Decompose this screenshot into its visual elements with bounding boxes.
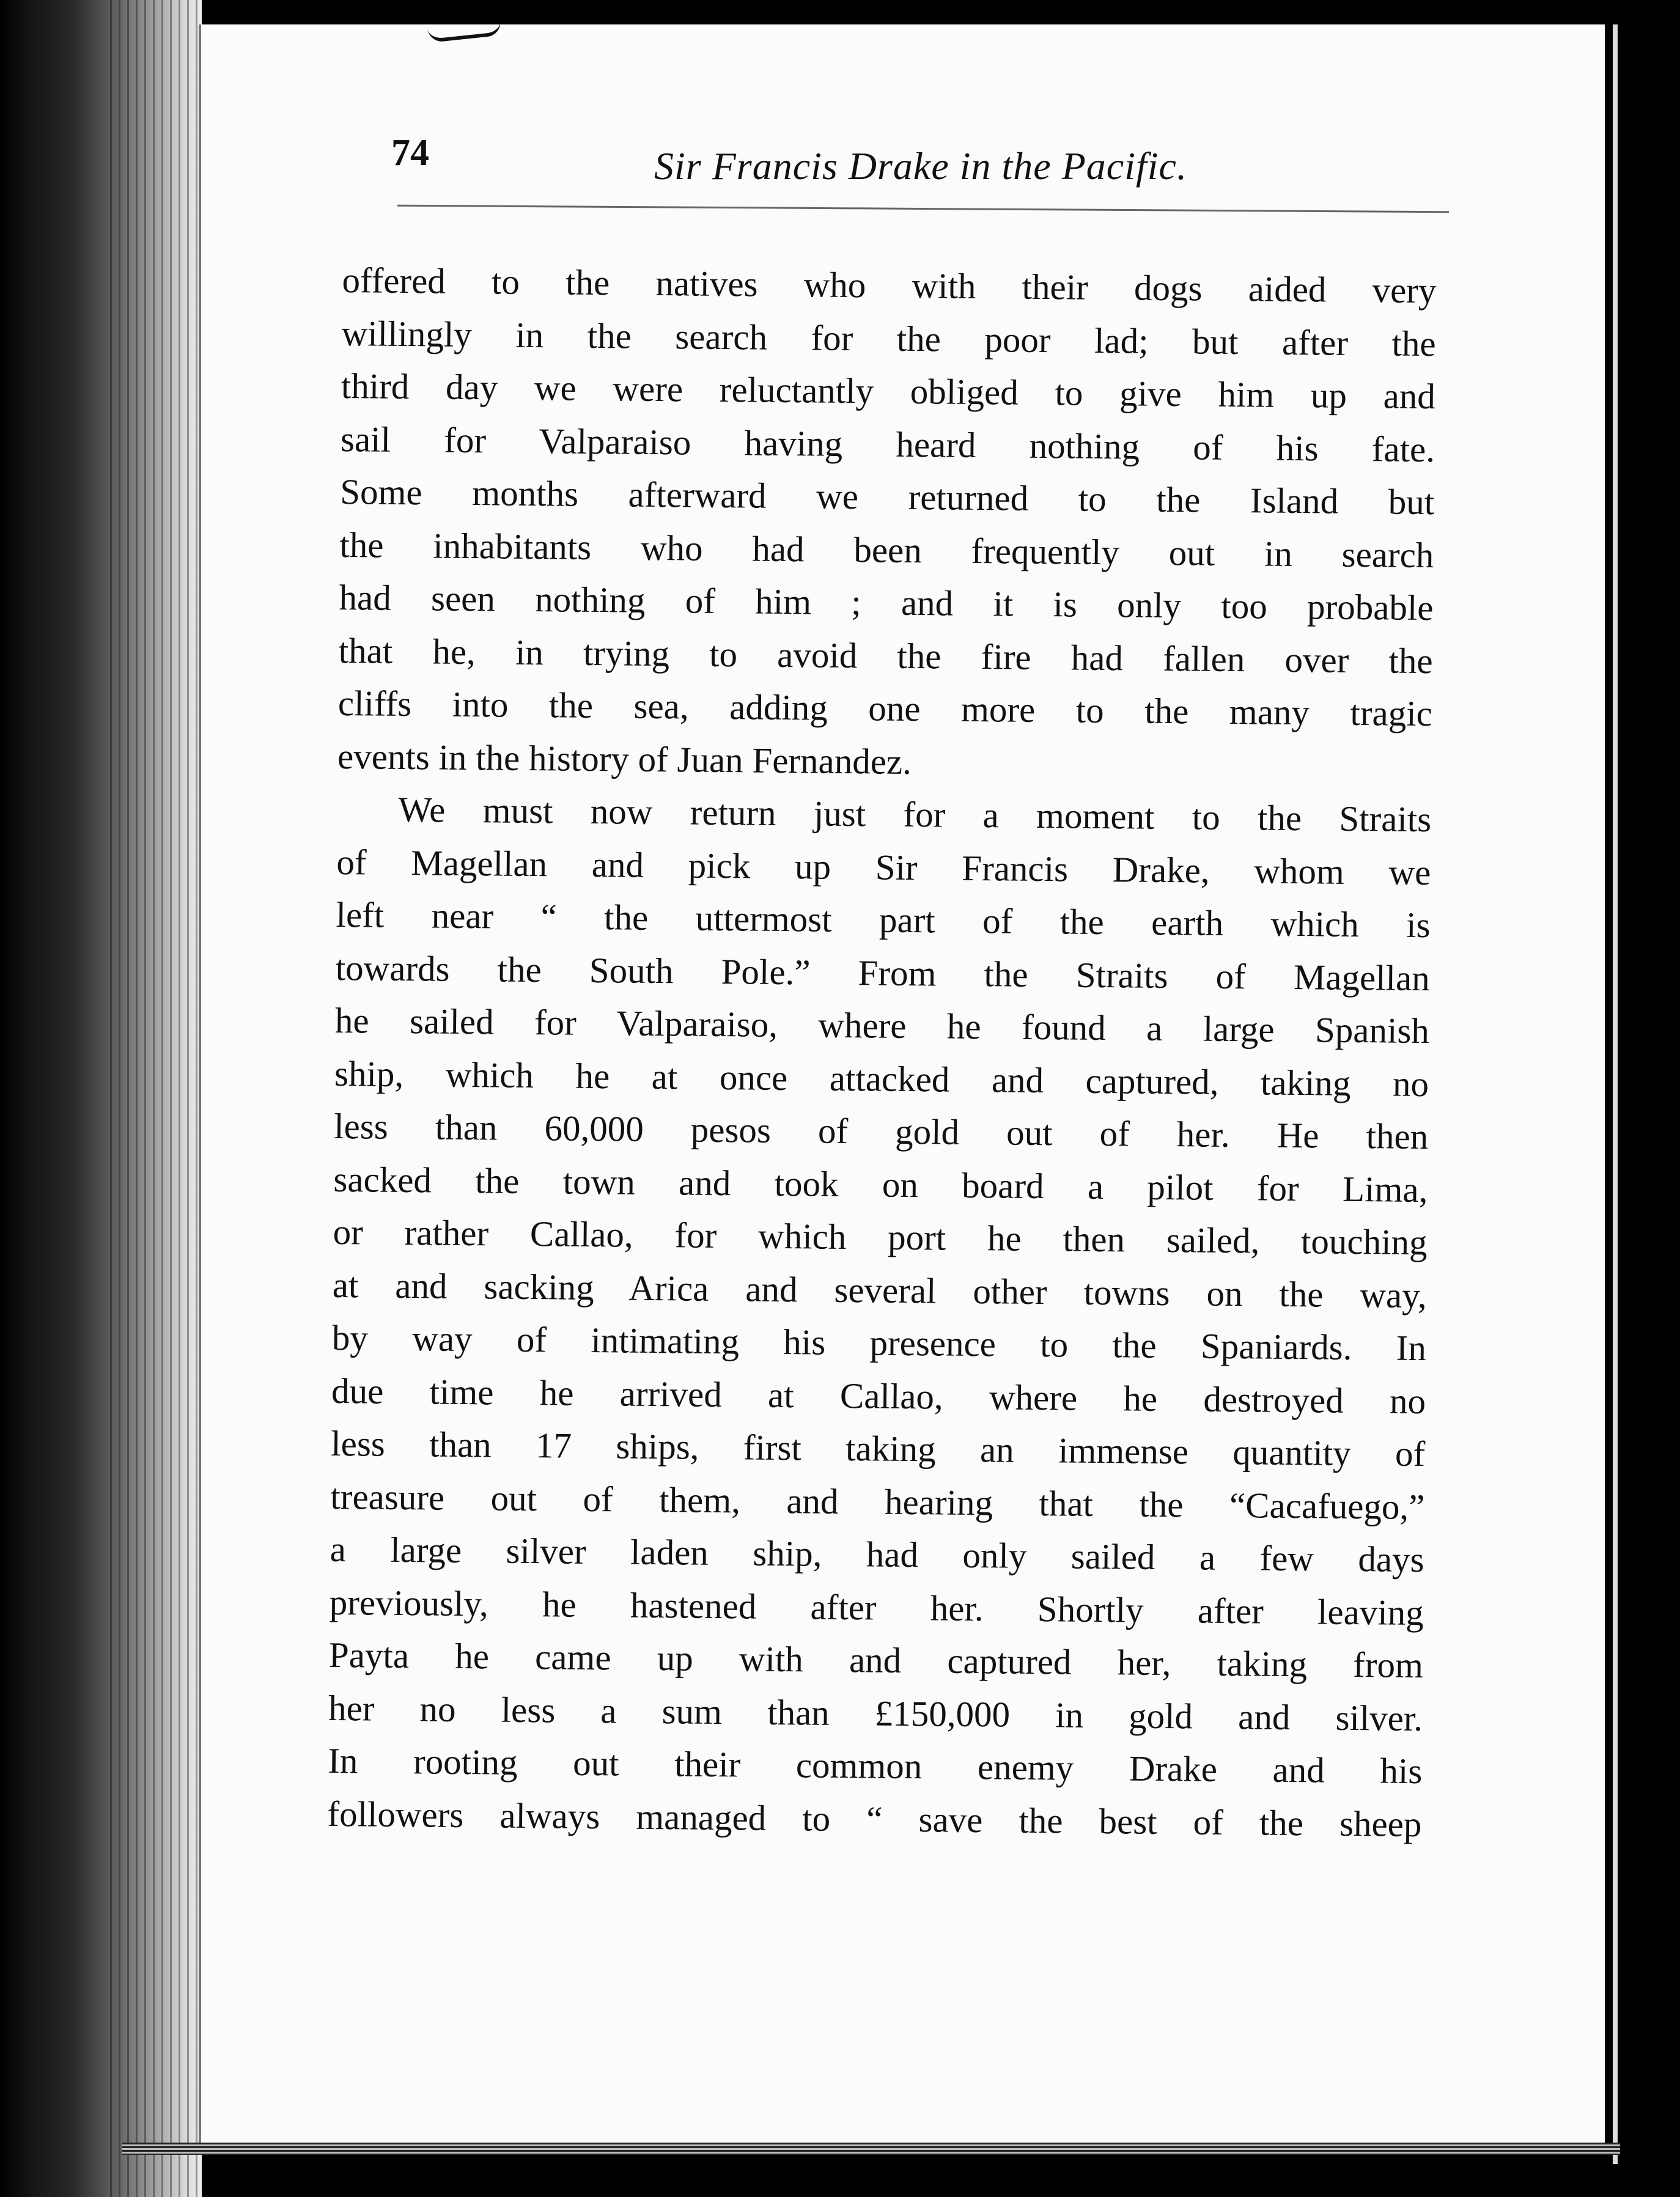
text-line: Some months afterward we returned to the Island but [339, 471, 1435, 523]
binding-page-edges [110, 0, 202, 2197]
text-line: her no less a sum than £150,000 in gold and silver. [328, 1687, 1423, 1739]
text-line: of Magellan and pick up Sir Francis Drake, whom we [336, 841, 1431, 892]
page-header [391, 131, 1247, 205]
page-number: 74 [391, 132, 429, 174]
text-line: that he, in trying to avoid the fire had fallen over the [338, 630, 1434, 681]
text-line: willingly in the search for the poor lad; but after the [341, 312, 1436, 364]
running-head: Sir Francis Drake in the Pacific. [654, 144, 1187, 188]
text-line: or rather Callao, for which port he then sailed, touching [333, 1211, 1428, 1263]
text-line: sacked the town and took on board a pilot for Lima, [333, 1158, 1428, 1210]
text-line: events in the history of Juan Fernandez. [337, 735, 912, 782]
page-bottom-edges [122, 2143, 1620, 2155]
text-line: due time he arrived at Callao, where he destroyed no [331, 1370, 1426, 1421]
text-line: had seen nothing of him ; and it is only too probable [339, 576, 1434, 628]
text-line: ship, which he at once attacked and captured, taking no [334, 1053, 1429, 1104]
text-line: offered to the natives who with their dogs aided very [342, 259, 1437, 311]
text-line: third day we were reluctantly obliged to give him up and [341, 365, 1436, 417]
text-line: towards the South Pole.” From the Straits of Magellan [335, 947, 1431, 998]
text-line: by way of intimating his presence to the Spaniards. In [331, 1317, 1427, 1369]
text-line: We must now return just for a moment to the Straits [397, 789, 1432, 840]
text-line: a large silver laden ship, had only sailed a few days [330, 1528, 1424, 1580]
text-line: sail for Valparaiso having heard nothing of his fate. [340, 418, 1435, 469]
text-line: the inhabitants who had been frequently out in search [339, 524, 1434, 575]
body-text [327, 254, 1437, 1850]
text-line: less than 60,000 pesos of gold out of her. He then [333, 1105, 1429, 1157]
text-line: at and sacking Arica and several other towns on the way, [332, 1264, 1428, 1316]
text-line: less than 17 ships, first taking an immense quantity of [331, 1422, 1426, 1474]
text-line: previously, he hastened after her. Shortly after leaving [329, 1581, 1424, 1633]
text-line: treasure out of them, and hearing that the “Cacafuego,” [330, 1476, 1425, 1527]
text-line: In rooting out their common enemy Drake and his [328, 1740, 1423, 1792]
text-line: he sailed for Valparaiso, where he found a large Spanish [334, 999, 1430, 1051]
scan-top-border [0, 0, 1680, 24]
text-line: Payta he came up with and captured her, taking from [328, 1634, 1424, 1686]
text-line: cliffs into the sea, adding one more to the many tragic [337, 682, 1433, 734]
text-line: left near “ the uttermost part of the earth which is [336, 894, 1431, 946]
page-fore-edge [1613, 24, 1618, 2164]
text-line: followers always managed to “ save the best of the sheep [327, 1793, 1422, 1844]
